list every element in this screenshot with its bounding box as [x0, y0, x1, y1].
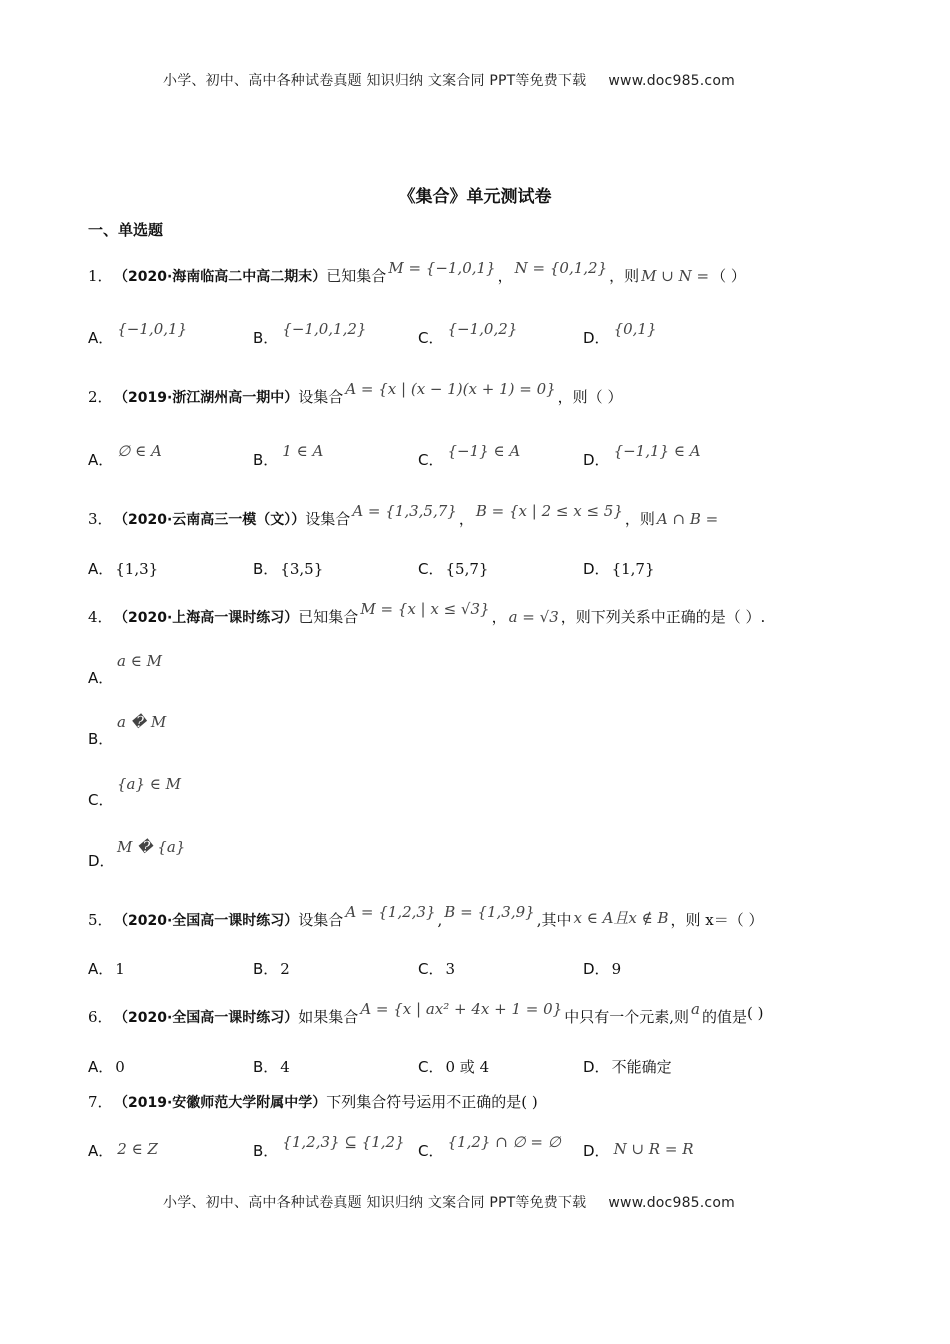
option-b-value: a � M — [117, 713, 167, 731]
option-a[interactable]: A． — [88, 669, 114, 687]
option-value: {1,3} — [115, 560, 159, 578]
math-expr: M ∪ N = — [641, 267, 710, 285]
footer-url[interactable]: www.doc985.com — [608, 1195, 735, 1211]
question-number: 7． — [88, 1093, 113, 1111]
option-value: {−1,0,2} — [447, 320, 518, 338]
option-label: A． — [88, 960, 114, 978]
option-value: {0,1} — [613, 320, 657, 338]
question-text: 已知集合 — [326, 267, 387, 285]
question-text: ， — [491, 608, 507, 626]
option-label: C． — [418, 329, 444, 347]
option-a[interactable] — [88, 320, 188, 348]
question-text: ，则下列关系中正确的是（ ）. — [560, 608, 766, 626]
option-value: N ∪ R = R — [613, 1140, 694, 1158]
option-label: B． — [253, 1142, 279, 1160]
option-b[interactable] — [253, 442, 324, 470]
option-value: {1,7} — [611, 560, 655, 578]
math-expr: A = {x | (x − 1)(x + 1) = 0} — [345, 380, 556, 398]
option-value: {−1,1} ∈ A — [613, 442, 701, 460]
question-text: 的值是 — [701, 1008, 747, 1026]
option-b[interactable] — [253, 1056, 290, 1077]
option-label: B． — [253, 329, 279, 347]
option-b[interactable] — [253, 320, 367, 348]
question-text: 设集合 — [305, 510, 351, 528]
option-a-value: a ∈ M — [117, 652, 162, 670]
option-label: A． — [88, 451, 114, 469]
question-text: 如果集合 — [298, 1008, 359, 1026]
question-text: ， — [497, 267, 513, 285]
question-text: ，则（ ） — [557, 388, 623, 406]
question-text: 中只有一个元素,则 — [564, 1008, 689, 1026]
question-source: （2019·浙江湖州高一期中） — [114, 390, 299, 406]
question-text: ，则 — [624, 510, 655, 528]
option-c[interactable] — [418, 1056, 489, 1077]
question-source: （2020·海南临高二中高二期末） — [114, 269, 327, 285]
option-d[interactable] — [583, 320, 657, 348]
math-expr: A = {1,3,5,7} — [352, 502, 457, 520]
option-value: 4 — [280, 1058, 290, 1076]
option-label: D． — [583, 560, 610, 578]
option-c[interactable]: C． — [88, 791, 114, 809]
doc-title: 《集合》单元测试卷 — [398, 187, 552, 207]
math-expr: a = √3 — [508, 608, 559, 626]
page-footer — [163, 1192, 735, 1212]
option-value: {3,5} — [280, 560, 324, 578]
math-expr: B = {1,3,9} — [444, 903, 535, 921]
question-text: ，则 — [609, 267, 640, 285]
option-value: {−1,0,1,2} — [282, 320, 367, 338]
question-text: 已知集合 — [298, 608, 359, 626]
option-value: {1,2} ∩ ∅ = ∅ — [447, 1133, 561, 1151]
option-a[interactable] — [88, 442, 162, 470]
question-text: , — [437, 911, 443, 929]
question-2 — [88, 380, 623, 408]
option-value: {−1,0,1} — [117, 320, 188, 338]
question-number: 1． — [88, 267, 113, 285]
option-label: C． — [418, 1058, 444, 1076]
math-expr: A = {1,2,3} — [345, 903, 436, 921]
option-value: 2 — [280, 960, 290, 978]
question-text: 设集合 — [298, 388, 344, 406]
option-label: D． — [583, 1142, 610, 1160]
question-text: ,其中 — [536, 911, 572, 929]
option-value: 3 — [445, 960, 456, 978]
math-expr: M = {−1,0,1} — [388, 259, 496, 277]
option-label: D． — [583, 960, 610, 978]
option-label: B． — [253, 451, 279, 469]
option-label: C． — [418, 451, 444, 469]
option-d[interactable] — [583, 1140, 693, 1161]
option-a[interactable] — [88, 1140, 158, 1161]
option-c[interactable] — [418, 442, 521, 470]
page-header — [163, 70, 735, 90]
option-value: 9 — [611, 960, 622, 978]
question-7 — [88, 1092, 538, 1113]
question-number: 3． — [88, 510, 113, 528]
option-d[interactable] — [583, 442, 701, 470]
question-source: （2020·全国高一课时练习） — [114, 1010, 299, 1026]
option-a[interactable] — [88, 558, 158, 579]
option-label: A． — [88, 1142, 114, 1160]
question-number: 2． — [88, 388, 113, 406]
option-label: B． — [253, 560, 279, 578]
section-title: 一、单选题 — [88, 221, 164, 239]
option-d-value: M � {a} — [117, 838, 186, 856]
math-expr: B = {x | 2 ≤ x ≤ 5} — [475, 502, 623, 520]
option-c[interactable] — [418, 320, 518, 348]
question-3 — [88, 502, 720, 530]
option-a[interactable] — [88, 958, 125, 979]
question-4 — [88, 600, 766, 628]
footer-text: 小学、初中、高中各种试卷真题 知识归纳 文案合同 PPT等免费下载 — [163, 1195, 587, 1211]
option-c[interactable] — [418, 958, 455, 979]
option-value: 0 — [115, 1058, 125, 1076]
option-c[interactable] — [418, 558, 488, 579]
question-text: ，则 x＝（ ） — [670, 911, 764, 929]
option-d[interactable]: D． — [88, 852, 115, 870]
question-number: 4． — [88, 608, 113, 626]
header-url[interactable]: www.doc985.com — [608, 73, 735, 89]
option-label: A． — [88, 1058, 114, 1076]
option-a[interactable] — [88, 1056, 125, 1077]
math-expr: x ∈ A且x ∉ B — [573, 909, 669, 927]
header-text: 小学、初中、高中各种试卷真题 知识归纳 文案合同 PPT等免费下载 — [163, 73, 587, 89]
option-label: A． — [88, 560, 114, 578]
option-label: C． — [418, 960, 444, 978]
question-text: 设集合 — [298, 911, 344, 929]
math-expr: N = {0,1,2} — [514, 259, 608, 277]
question-text: ( ) — [746, 1004, 764, 1022]
option-label: A． — [88, 329, 114, 347]
option-d[interactable] — [583, 1056, 672, 1077]
option-value: {5,7} — [445, 560, 489, 578]
option-label: B． — [253, 1058, 279, 1076]
option-value: 0 或 4 — [445, 1058, 490, 1076]
math-expr: a — [691, 1000, 700, 1018]
option-label: D． — [583, 329, 610, 347]
question-1 — [88, 259, 746, 287]
option-value: 不能确定 — [611, 1058, 672, 1076]
question-source: （2020·云南高三一模（文）） — [114, 512, 306, 528]
option-b[interactable] — [253, 558, 323, 579]
option-value: ∅ ∈ A — [117, 442, 162, 460]
question-number: 6． — [88, 1008, 113, 1026]
question-source: （2020·上海高一课时练习） — [114, 610, 299, 626]
option-value: 1 ∈ A — [282, 442, 324, 460]
math-expr: A = {x | ax² + 4x + 1 = 0} — [360, 1000, 563, 1018]
option-label: C． — [418, 1142, 444, 1160]
option-value: {−1} ∈ A — [447, 442, 521, 460]
question-number: 5． — [88, 911, 113, 929]
option-value: {1,2,3} ⊆ {1,2} — [282, 1133, 405, 1151]
option-c[interactable] — [418, 1133, 561, 1161]
math-expr: A ∩ B = — [656, 510, 719, 528]
question-source: （2020·全国高一课时练习） — [114, 913, 299, 929]
option-value: 2 ∈ Z — [117, 1140, 158, 1158]
question-text: 下列集合符号运用不正确的是( ) — [326, 1093, 538, 1111]
question-text: （ ） — [711, 267, 746, 285]
question-5 — [88, 903, 764, 931]
math-expr: M = {x | x ≤ √3} — [360, 600, 490, 618]
option-d[interactable] — [583, 558, 655, 579]
question-source: （2019·安徽师范大学附属中学） — [114, 1095, 327, 1111]
option-label: D． — [583, 1058, 610, 1076]
option-b[interactable]: B． — [88, 730, 114, 748]
option-b[interactable] — [253, 958, 290, 979]
question-text: ， — [458, 510, 474, 528]
option-label: B． — [253, 960, 279, 978]
option-d[interactable] — [583, 958, 621, 979]
option-c-value: {a} ∈ M — [117, 775, 182, 793]
option-label: C． — [418, 560, 444, 578]
option-label: D． — [583, 451, 610, 469]
option-b[interactable] — [253, 1133, 405, 1161]
option-value: 1 — [115, 960, 125, 978]
question-6 — [88, 1000, 764, 1028]
